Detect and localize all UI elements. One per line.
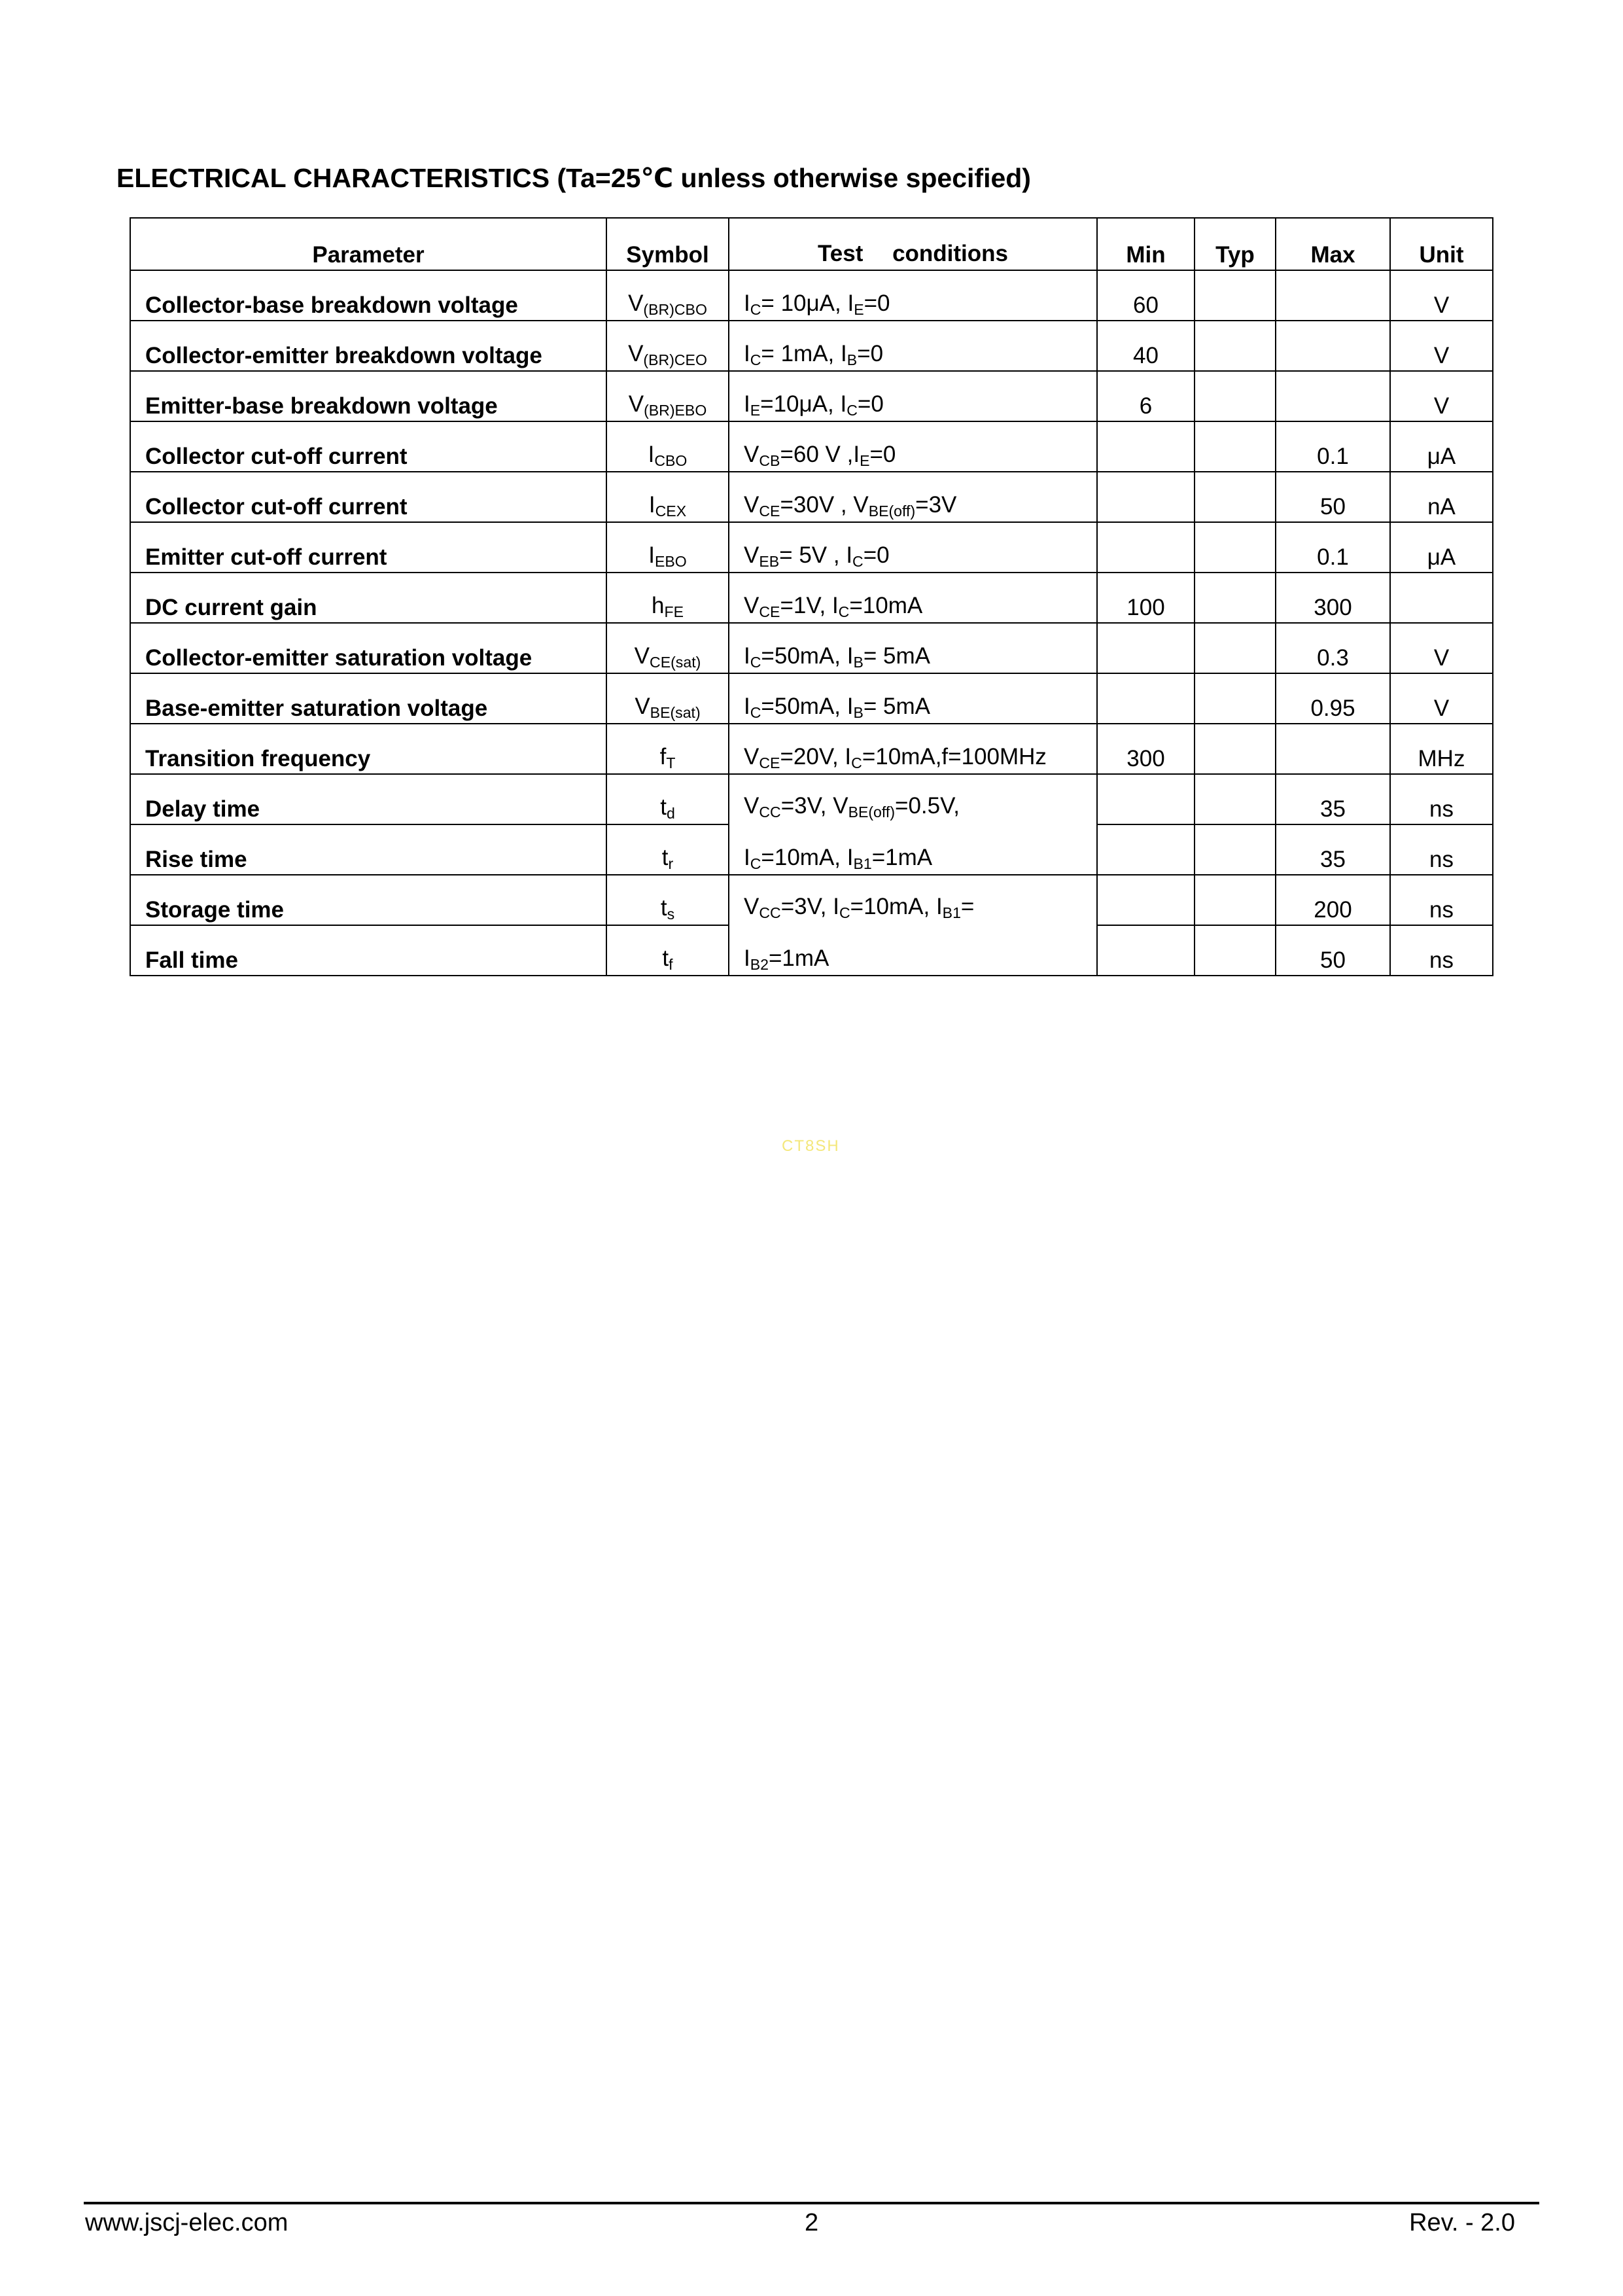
unit-cell: V [1390,673,1493,724]
subscript-text: CC [759,804,781,821]
text-segment: t [661,845,669,871]
table-row [130,371,1493,421]
symbol-cell [606,875,729,925]
typ-cell [1195,623,1276,673]
min-cell [1097,673,1195,724]
max-cell: 50 [1276,472,1390,522]
footer-divider [84,2202,1539,2204]
subscript-text: CBO [654,452,688,469]
header-test-conditions: Test conditions [729,218,1097,270]
table-row [130,673,1493,724]
text-segment: V [744,492,759,518]
parameter-cell: Transition frequency [130,724,606,774]
text-segment: =10mA,f=100MHz [862,744,1047,770]
max-cell [1276,724,1390,774]
watermark: CT8SH [782,1137,840,1155]
min-cell [1097,774,1195,824]
unit-cell: V [1390,371,1493,421]
text-segment: = 5mA [863,694,931,720]
min-cell: 6 [1097,371,1195,421]
max-cell: 0.3 [1276,623,1390,673]
text-segment: t [660,794,667,821]
unit-cell: ns [1390,774,1493,824]
typ-cell [1195,421,1276,472]
electrical-characteristics-table [130,217,1493,976]
text-segment: I [744,945,750,972]
max-cell: 300 [1276,573,1390,623]
conditions-line-1 [744,793,1096,821]
subscript-text: C [750,855,761,872]
subscript-text: FE [664,603,684,620]
text-segment: V [635,694,650,720]
symbol-cell [606,774,729,824]
subscript-text: B [853,704,864,721]
text-segment: =30V , V [780,492,869,518]
max-cell [1276,270,1390,321]
max-cell: 0.1 [1276,522,1390,573]
subscript-text: E [860,452,870,469]
symbol-cell [606,925,729,976]
subscript-text: EB [759,553,780,570]
unit-cell: V [1390,623,1493,673]
text-segment: V [744,542,759,569]
min-cell [1097,925,1195,976]
header-unit: Unit [1390,218,1493,270]
table-row [130,421,1493,472]
text-segment: I [744,291,750,317]
header-max: Max [1276,218,1390,270]
symbol-cell [606,573,729,623]
unit-cell: μA [1390,522,1493,573]
subscript-text: CB [759,452,780,469]
unit-cell: μA [1390,421,1493,472]
subscript-text: (BR)CEO [643,351,707,368]
subscript-text: B [846,351,858,368]
parameter-cell: Collector-base breakdown voltage [130,270,606,321]
subscript-text: CE [759,754,780,771]
text-segment: =0 [857,391,884,417]
typ-cell [1195,270,1276,321]
text-segment: t [660,895,667,921]
subscript-text: B [853,654,864,671]
min-cell: 300 [1097,724,1195,774]
header-parameter: Parameter [130,218,606,270]
text-segment: h [652,593,665,619]
min-cell [1097,623,1195,673]
text-segment: =10mA, I [761,845,854,871]
conditions-cell [729,573,1097,623]
text-segment: =0.5V, [895,793,960,819]
parameter-cell: DC current gain [130,573,606,623]
subscript-text: C [839,904,850,922]
conditions-cell-merged [729,774,1097,875]
table-row [130,774,1493,824]
section-title: ELECTRICAL CHARACTERISTICS (Ta=25℃ unless otherwise specified) [116,163,1031,193]
text-segment: =10mA, I [850,894,943,920]
text-segment: =3V [915,492,957,518]
text-segment: I [648,442,655,468]
symbol-cell [606,673,729,724]
table-row [130,875,1493,925]
typ-cell [1195,925,1276,976]
max-cell: 0.1 [1276,421,1390,472]
conditions-cell [729,724,1097,774]
conditions-cell [729,270,1097,321]
text-segment: =3V, V [780,793,848,819]
table-row [130,270,1493,321]
conditions-cell [729,522,1097,573]
subscript-text: B2 [750,956,769,973]
text-segment: V [628,341,644,367]
text-segment: I [648,492,655,518]
max-cell: 200 [1276,875,1390,925]
subscript-text: C [750,654,761,671]
subscript-text: r [668,855,674,872]
typ-cell [1195,321,1276,371]
parameter-cell: Fall time [130,925,606,976]
subscript-text: C [852,553,864,570]
text-segment: =10μA, I [760,391,847,417]
text-segment: V [744,793,759,819]
subscript-text: s [667,906,675,923]
text-segment: V [744,593,759,619]
min-cell [1097,472,1195,522]
table-row [130,724,1493,774]
table-row [130,522,1493,573]
conditions-cell [729,673,1097,724]
typ-cell [1195,573,1276,623]
text-segment: V [744,894,759,920]
text-segment: =0 [864,291,890,317]
min-cell [1097,522,1195,573]
text-segment: V [628,391,644,417]
conditions-cell [729,421,1097,472]
min-cell: 100 [1097,573,1195,623]
unit-cell: ns [1390,875,1493,925]
text-segment: = 1mA, I [761,341,847,367]
text-segment: I [744,643,750,669]
subscript-text: E [750,402,761,419]
footer-revision: Rev. - 2.0 [1409,2209,1515,2236]
subscript-text: (BR)EBO [644,402,707,419]
unit-cell: V [1390,270,1493,321]
text-segment: = [960,894,975,920]
parameter-cell: Base-emitter saturation voltage [130,673,606,724]
subscript-text: EBO [654,553,687,570]
parameter-cell: Collector-emitter saturation voltage [130,623,606,673]
subscript-text: E [854,301,864,318]
header-symbol: Symbol [606,218,729,270]
text-segment: =0 [863,542,890,569]
text-segment: V [628,291,644,317]
table-row [130,321,1493,371]
header-min: Min [1097,218,1195,270]
text-segment: f [659,744,667,770]
max-cell [1276,321,1390,371]
subscript-text: CE [759,603,780,620]
subscript-text: BE(sat) [650,704,701,721]
max-cell [1276,371,1390,421]
parameter-cell: Collector cut-off current [130,421,606,472]
subscript-text: C [846,402,858,419]
typ-cell [1195,371,1276,421]
subscript-text: CEX [655,503,687,520]
text-segment: = 5V , I [779,542,853,569]
subscript-text: B1 [942,904,961,922]
unit-cell: MHz [1390,724,1493,774]
subscript-text: C [750,301,761,318]
text-segment: t [662,945,669,972]
min-cell [1097,421,1195,472]
text-segment: I [744,391,750,417]
min-cell: 60 [1097,270,1195,321]
text-segment: V [744,744,759,770]
table-row [130,472,1493,522]
unit-cell [1390,573,1493,623]
conditions-line-2 [744,845,1096,873]
symbol-cell [606,522,729,573]
symbol-cell [606,421,729,472]
min-cell [1097,875,1195,925]
symbol-cell [606,623,729,673]
parameter-cell: Collector-emitter breakdown voltage [130,321,606,371]
typ-cell [1195,522,1276,573]
subscript-text: CC [759,904,781,922]
subscript-text: d [666,805,675,822]
symbol-cell [606,371,729,421]
parameter-cell: Emitter-base breakdown voltage [130,371,606,421]
typ-cell [1195,824,1276,875]
text-segment: I [744,341,750,367]
text-segment: I [648,542,655,569]
unit-cell: nA [1390,472,1493,522]
text-segment: I [744,694,750,720]
unit-cell: ns [1390,925,1493,976]
text-segment: = 5mA [863,643,931,669]
parameter-cell: Rise time [130,824,606,875]
text-segment: =1V, I [780,593,839,619]
subscript-text: C [838,603,850,620]
text-segment: =50mA, I [761,643,854,669]
text-segment: =60 V ,I [780,442,860,468]
subscript-text: C [851,754,862,771]
subscript-text: BE(off) [848,804,896,821]
text-segment: =50mA, I [761,694,854,720]
text-segment: =0 [869,442,896,468]
max-cell: 50 [1276,925,1390,976]
typ-cell [1195,472,1276,522]
parameter-cell: Storage time [130,875,606,925]
text-segment: =0 [857,341,884,367]
max-cell: 35 [1276,824,1390,875]
conditions-line-2 [744,945,1096,974]
typ-cell [1195,673,1276,724]
subscript-text: CE [759,503,780,520]
symbol-cell [606,724,729,774]
parameter-cell: Delay time [130,774,606,824]
text-segment: = 10μA, I [761,291,854,317]
parameter-cell: Emitter cut-off current [130,522,606,573]
conditions-cell [729,371,1097,421]
typ-cell [1195,774,1276,824]
min-cell [1097,824,1195,875]
parameter-cell: Collector cut-off current [130,472,606,522]
subscript-text: CE(sat) [650,654,701,671]
typ-cell [1195,724,1276,774]
subscript-text: C [750,704,761,721]
header-typ: Typ [1195,218,1276,270]
text-segment: =20V, I [780,744,852,770]
text-segment: =1mA [768,945,829,972]
symbol-cell [606,472,729,522]
conditions-cell [729,623,1097,673]
subscript-text: BE(off) [868,503,916,520]
unit-cell: V [1390,321,1493,371]
text-segment: I [744,845,750,871]
symbol-cell [606,321,729,371]
text-segment: =3V, I [780,894,839,920]
table-header-row [130,218,1493,270]
max-cell: 0.95 [1276,673,1390,724]
text-segment: =1mA [871,845,933,871]
table-row [130,573,1493,623]
text-segment: V [744,442,759,468]
max-cell: 35 [1276,774,1390,824]
conditions-line-1 [744,894,1096,922]
footer-website: www.jscj-elec.com [85,2209,288,2236]
conditions-cell-merged [729,875,1097,976]
conditions-cell [729,472,1097,522]
conditions-cell [729,321,1097,371]
symbol-cell [606,270,729,321]
min-cell: 40 [1097,321,1195,371]
subscript-text: T [666,754,676,771]
footer-page-number: 2 [805,2209,819,2236]
subscript-text: (BR)CBO [643,301,707,318]
unit-cell: ns [1390,824,1493,875]
subscript-text: C [750,351,761,368]
symbol-cell [606,824,729,875]
text-segment: =10mA [849,593,923,619]
subscript-text: B1 [853,855,872,872]
table-row [130,623,1493,673]
subscript-text: f [669,956,673,973]
text-segment: V [634,643,650,669]
typ-cell [1195,875,1276,925]
